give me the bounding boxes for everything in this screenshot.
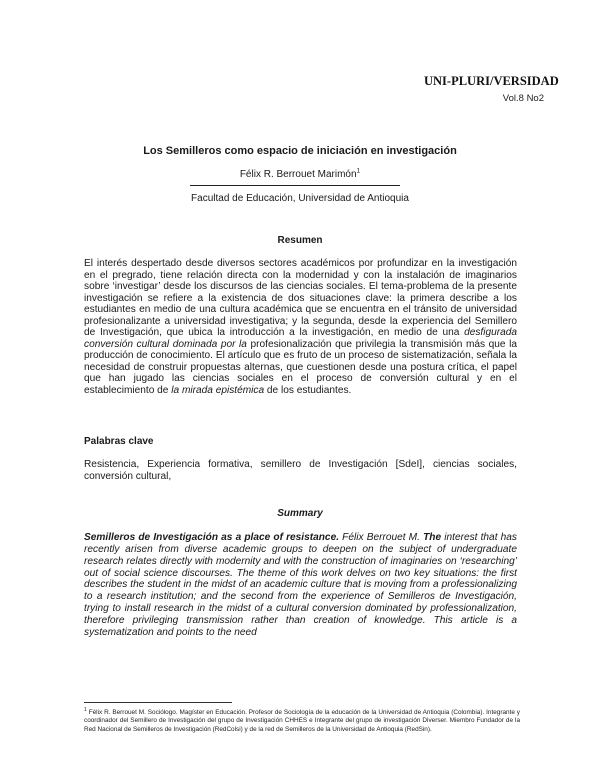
footnote-divider [84, 702, 232, 703]
resumen-emphasis-1: desfigurada conversión cultural dominada por la [84, 327, 517, 350]
footnote [84, 706, 521, 734]
resumen-heading: Resumen [277, 235, 323, 246]
keywords-paragraph: Resistencia, Experiencia formativa, semillero de Investigación [SdeI], ciencias sociales, conversión cultural, [84, 459, 517, 482]
summary-heading: Summary [277, 508, 323, 519]
summary-lead-word: The [423, 532, 442, 543]
summary-author: Félix Berrouet M. [342, 532, 420, 543]
resumen-text-part-3: de los estudiantes. [264, 384, 352, 396]
journal-logo: UNI-PLURI/VERSIDAD [424, 74, 559, 88]
author-divider [190, 185, 400, 186]
summary-text: interest that has recently arisen from diverse academic groups to deepen on the subject of undergraduate research relates directly with modernity and with the construction of imaginaries on ‘researching’ out of social science discourses. The theme of this work delves on two key situations: the first describes the student in the midst of an academic culture that is moving from a professionalizing to a research institution; and the second from the experience of Semilleros de Investigación, trying to install research in the midst of a cultural conversion dominated by professionalization, therefore privileging transmission rather than creation of knowledge. This article is a systematization and points to the need [84, 532, 517, 638]
footnote-mark: 1 [84, 706, 87, 713]
summary-title: Semilleros de Investigación as a place of resistance. [84, 532, 340, 543]
resumen-paragraph [84, 258, 517, 396]
summary-paragraph [84, 532, 517, 639]
article-title: Los Semilleros como espacio de iniciación en investigación [143, 145, 457, 157]
resumen-emphasis-2: la mirada epistémica [171, 384, 265, 396]
keywords-heading: Palabras clave [84, 436, 154, 447]
footnote-text: Félix R. Berrouet M. Sociólogo. Magíster en Educación. Profesor de Sociología de la educación de la Universidad de Antioquia (Colombia). Integrante y coordinador del Semillero de Investigación del grupo de Investigación CHHES e Integrante del grupo de investigación Diverser. Miembro Fundador de la Red Nacional de Semilleros de Investigación (RedColsi) y de la red de Semilleros de la Universidad de Antioquia (RedSin). [84, 709, 521, 733]
issue-label: Vol.8 No2 [502, 93, 544, 104]
author-affiliation: Facultad de Educación, Universidad de Antioquia [191, 193, 409, 204]
author-name: Félix R. Berrouet Marimón [239, 169, 357, 180]
resumen-text-part-2: profesionalización que privilegia la transmisión más que la producción de conocimiento. El artículo que es fruto de un proceso de sistematización, señala la necesidad de construir propuestas alternas, que cuestionen desde una postura crítica, el papel que han jugado las ciencias sociales en el proceso de conversión cultural y en el establecimiento de [84, 338, 518, 396]
author-line [0, 169, 600, 180]
resumen-text-part-1: El interés despertado desde diversos sectores académicos por profundizar en la investigación en el pregrado, tiene relación directa con la modernidad y con la instalación de imaginarios sobre ‘investigar’ desde los discursos de las ciencias sociales. El tema-problema de la presente investigación se refiere a la existencia de dos situaciones clave: la primera describe a los estudiantes en medio de una cultura académica que se encuentra en el tránsito de universidad profesionalizante a universidad investigativa; y la segunda, desde la experiencia del Semillero de Investigación, que ubica la introducción a la investigación, en medio de una [84, 258, 517, 338]
author-footnote-mark[interactable]: 1 [356, 167, 361, 175]
